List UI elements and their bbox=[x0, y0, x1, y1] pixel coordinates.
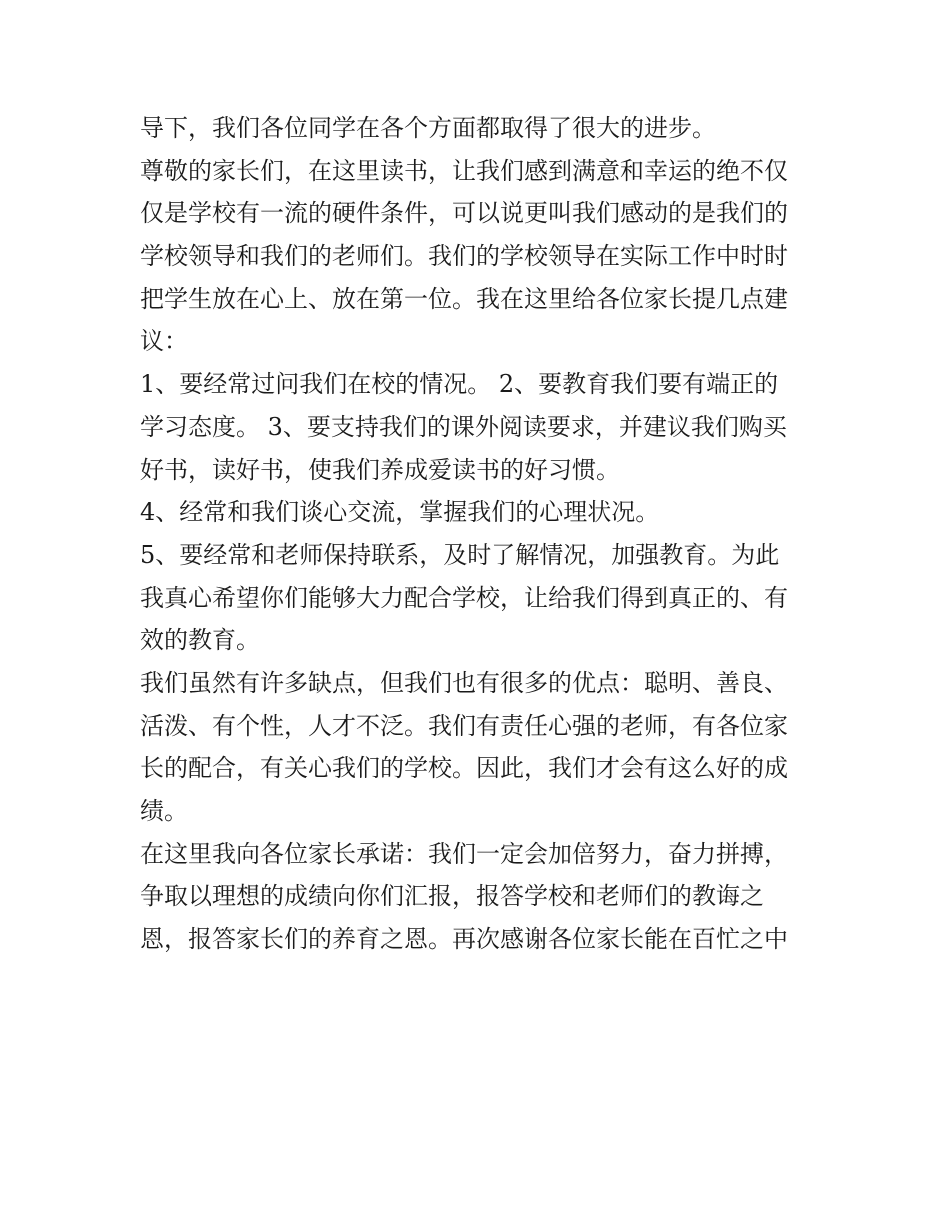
text-line: 活泼、有个性，人才不泛。我们有责任心强的老师，有各位家 bbox=[140, 711, 788, 740]
text-line: 争取以理想的成绩向你们汇报，报答学校和老师们的教诲之 bbox=[140, 882, 764, 911]
text-line: 我真心希望你们能够大力配合学校，让给我们得到真正的、有 bbox=[140, 583, 788, 612]
text-line: 导下，我们各位同学在各个方面都取得了很大的进步。 bbox=[140, 114, 716, 142]
text-line: 4、经常和我们谈心交流，掌握我们的心理状况。 bbox=[140, 498, 660, 527]
text-line: 把学生放在心上、放在第一位。我在这里给各位家长提几点建 bbox=[140, 284, 788, 313]
text-line: 学习态度。 3、要支持我们的课外阅读要求，并建议我们购买 bbox=[140, 412, 787, 441]
text-line: 1、要经常过问我们在校的情况。 2、要教育我们要有端正的 bbox=[140, 370, 779, 399]
text-line: 在这里我向各位家长承诺：我们一定会加倍努力，奋力拼搏， bbox=[140, 839, 788, 868]
text-line: 好书，读好书，使我们养成爱读书的好习惯。 bbox=[140, 455, 620, 484]
text-line: 尊敬的家长们，在这里读书，让我们感到满意和幸运的绝不仅 bbox=[140, 156, 788, 185]
text-line: 5、要经常和老师保持联系，及时了解情况，加强教育。为此 bbox=[140, 540, 780, 569]
text-line: 恩，报答家长们的养育之恩。再次感谢各位家长能在百忙之中 bbox=[140, 925, 788, 954]
document-page bbox=[140, 107, 820, 961]
text-line: 效的教育。 bbox=[140, 626, 260, 655]
text-line: 长的配合，有关心我们的学校。因此，我们才会有这么好的成 bbox=[140, 754, 788, 783]
text-line: 我们虽然有许多缺点，但我们也有很多的优点：聪明、善良、 bbox=[140, 668, 788, 697]
text-line: 学校领导和我们的老师们。我们的学校领导在实际工作中时时 bbox=[140, 242, 788, 271]
text-line: 绩。 bbox=[140, 797, 188, 825]
text-line: 仅是学校有一流的硬件条件，可以说更叫我们感动的是我们的 bbox=[140, 199, 788, 228]
text-line: 议： bbox=[140, 327, 188, 356]
